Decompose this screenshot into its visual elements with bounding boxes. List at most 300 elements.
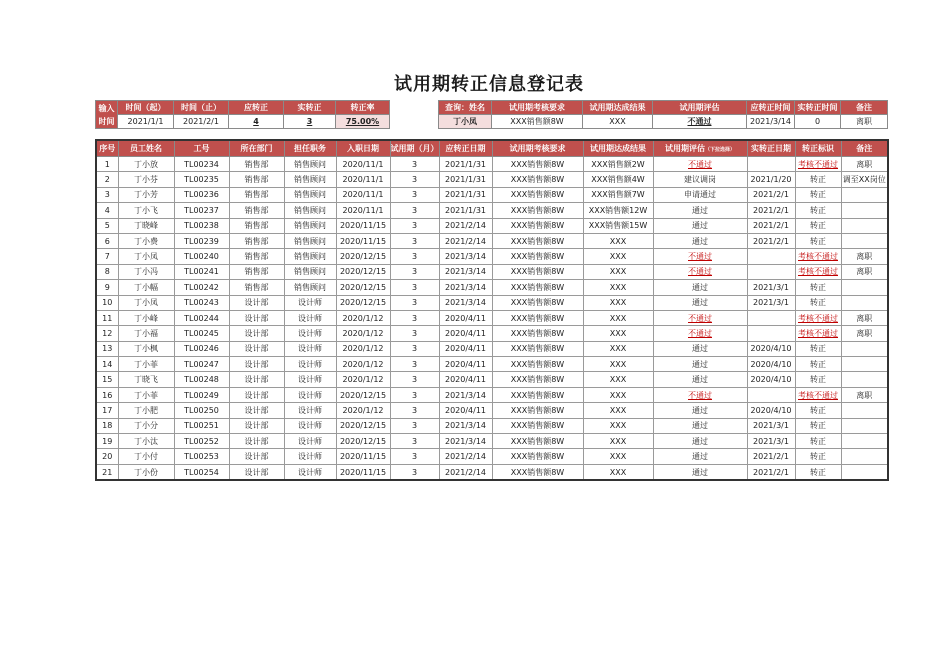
result: XXX bbox=[583, 464, 653, 480]
note bbox=[841, 449, 888, 464]
employee-name: 丁晓飞 bbox=[118, 372, 174, 387]
department: 设计部 bbox=[229, 418, 284, 433]
probation-months: 3 bbox=[390, 218, 439, 233]
query-header: 试用期考核要求 bbox=[492, 101, 583, 115]
table-row bbox=[96, 280, 888, 295]
requirement: XXX销售额8W bbox=[492, 310, 583, 325]
employee-id: TL00242 bbox=[174, 280, 229, 295]
evaluation-cell[interactable]: 通过 bbox=[653, 203, 747, 218]
query-header: 实转正时间 bbox=[795, 101, 841, 115]
table-row bbox=[96, 233, 888, 248]
column-header: 入职日期 bbox=[336, 140, 390, 157]
status-flag: 转正 bbox=[795, 187, 841, 202]
actual-date: 2021/3/1 bbox=[747, 434, 795, 449]
expected-date: 2020/4/11 bbox=[439, 357, 492, 372]
result: XXX bbox=[583, 449, 653, 464]
note: 离职 bbox=[841, 264, 888, 279]
note bbox=[841, 341, 888, 356]
requirement: XXX销售额8W bbox=[492, 280, 583, 295]
hire-date: 2020/1/12 bbox=[336, 372, 390, 387]
note: 调至XX岗位 bbox=[841, 172, 888, 187]
requirement: XXX销售额8W bbox=[492, 172, 583, 187]
employee-id: TL00253 bbox=[174, 449, 229, 464]
result: XXX bbox=[583, 357, 653, 372]
result: XXX销售额7W bbox=[583, 187, 653, 202]
hire-date: 2020/1/12 bbox=[336, 357, 390, 372]
actual-date: 2021/1/20 bbox=[747, 172, 795, 187]
column-header-evaluation bbox=[653, 140, 747, 157]
employee-id: TL00249 bbox=[174, 387, 229, 402]
note bbox=[841, 233, 888, 248]
table-row bbox=[96, 249, 888, 264]
employee-id: TL00236 bbox=[174, 187, 229, 202]
department: 销售部 bbox=[229, 249, 284, 264]
expected-date: 2021/3/14 bbox=[439, 434, 492, 449]
row-index: 19 bbox=[96, 434, 118, 449]
query-note: 离职 bbox=[841, 115, 888, 129]
note bbox=[841, 218, 888, 233]
hire-date: 2020/1/12 bbox=[336, 403, 390, 418]
table-row bbox=[96, 464, 888, 480]
employee-id: TL00240 bbox=[174, 249, 229, 264]
actual-date: 2020/4/10 bbox=[747, 403, 795, 418]
evaluation-cell[interactable]: 通过 bbox=[653, 295, 747, 310]
employee-id: TL00247 bbox=[174, 357, 229, 372]
spacer bbox=[390, 115, 439, 129]
summary-header: 时间（起） bbox=[118, 101, 174, 115]
result: XXX bbox=[583, 264, 653, 279]
employee-name: 丁小肥 bbox=[118, 403, 174, 418]
expected-date: 2020/4/11 bbox=[439, 372, 492, 387]
department: 销售部 bbox=[229, 218, 284, 233]
result: XXX bbox=[583, 295, 653, 310]
department: 设计部 bbox=[229, 449, 284, 464]
expected-date: 2021/2/14 bbox=[439, 464, 492, 480]
employee-name: 丁小菲 bbox=[118, 357, 174, 372]
requirement: XXX销售额8W bbox=[492, 157, 583, 172]
input-time-label: 输入时间 bbox=[96, 101, 118, 129]
column-header: 试用期考核要求 bbox=[492, 140, 583, 157]
employee-id: TL00250 bbox=[174, 403, 229, 418]
status-flag: 转正 bbox=[795, 218, 841, 233]
table-row bbox=[96, 264, 888, 279]
requirement: XXX销售额8W bbox=[492, 341, 583, 356]
department: 设计部 bbox=[229, 434, 284, 449]
hire-date: 2020/12/15 bbox=[336, 434, 390, 449]
table-row bbox=[96, 326, 888, 341]
end-date-input[interactable]: 2021/2/1 bbox=[174, 115, 229, 129]
expected-date: 2021/3/14 bbox=[439, 249, 492, 264]
row-index: 16 bbox=[96, 387, 118, 402]
query-header: 试用期达成结果 bbox=[583, 101, 653, 115]
employee-name: 丁小冯 bbox=[118, 264, 174, 279]
evaluation-cell[interactable]: 通过 bbox=[653, 233, 747, 248]
position: 销售顾问 bbox=[284, 233, 336, 248]
requirement: XXX销售额8W bbox=[492, 372, 583, 387]
status-flag: 转正 bbox=[795, 434, 841, 449]
hire-date: 2020/11/1 bbox=[336, 203, 390, 218]
note bbox=[841, 403, 888, 418]
evaluation-cell[interactable]: 不通过 bbox=[653, 157, 747, 172]
query-actual-date: 0 bbox=[795, 115, 841, 129]
position: 销售顾问 bbox=[284, 280, 336, 295]
employee-name: 丁小分 bbox=[118, 418, 174, 433]
status-flag: 考核不通过 bbox=[795, 326, 841, 341]
employee-id: TL00252 bbox=[174, 434, 229, 449]
evaluation-cell[interactable]: 不通过 bbox=[653, 310, 747, 325]
position: 设计师 bbox=[284, 310, 336, 325]
query-header: 试用期评估 bbox=[653, 101, 747, 115]
employee-name: 丁小芳 bbox=[118, 187, 174, 202]
row-index: 1 bbox=[96, 157, 118, 172]
department: 销售部 bbox=[229, 172, 284, 187]
department: 设计部 bbox=[229, 326, 284, 341]
row-index: 14 bbox=[96, 357, 118, 372]
employee-name: 丁小费 bbox=[118, 233, 174, 248]
actual-date: 2021/2/1 bbox=[747, 203, 795, 218]
employee-id: TL00244 bbox=[174, 310, 229, 325]
note: 离职 bbox=[841, 326, 888, 341]
result: XXX bbox=[583, 418, 653, 433]
evaluation-cell[interactable]: 通过 bbox=[653, 341, 747, 356]
hire-date: 2020/11/15 bbox=[336, 218, 390, 233]
employee-name: 丁小份 bbox=[118, 464, 174, 480]
expected-date: 2021/1/31 bbox=[439, 157, 492, 172]
probation-months: 3 bbox=[390, 249, 439, 264]
row-index: 4 bbox=[96, 203, 118, 218]
hire-date: 2020/1/12 bbox=[336, 326, 390, 341]
hire-date: 2020/12/15 bbox=[336, 249, 390, 264]
evaluation-cell[interactable]: 不通过 bbox=[653, 249, 747, 264]
row-index: 5 bbox=[96, 218, 118, 233]
status-flag: 考核不通过 bbox=[795, 310, 841, 325]
result: XXX bbox=[583, 341, 653, 356]
evaluation-cell[interactable]: 通过 bbox=[653, 464, 747, 480]
position: 设计师 bbox=[284, 387, 336, 402]
employee-id: TL00248 bbox=[174, 372, 229, 387]
table-header-row bbox=[96, 140, 888, 157]
column-header: 试用期达成结果 bbox=[583, 140, 653, 157]
department: 设计部 bbox=[229, 357, 284, 372]
table-row bbox=[96, 357, 888, 372]
hire-date: 2020/11/15 bbox=[336, 233, 390, 248]
summary-header: 应转正 bbox=[229, 101, 284, 115]
status-flag: 转正 bbox=[795, 295, 841, 310]
actual-date: 2020/4/10 bbox=[747, 372, 795, 387]
probation-months: 3 bbox=[390, 326, 439, 341]
evaluation-cell[interactable]: 通过 bbox=[653, 357, 747, 372]
result: XXX bbox=[583, 372, 653, 387]
result: XXX销售额2W bbox=[583, 157, 653, 172]
position: 设计师 bbox=[284, 403, 336, 418]
department: 销售部 bbox=[229, 203, 284, 218]
evaluation-cell[interactable]: 不通过 bbox=[653, 387, 747, 402]
employee-id: TL00235 bbox=[174, 172, 229, 187]
expected-date: 2021/2/14 bbox=[439, 449, 492, 464]
employee-name: 丁小菲 bbox=[118, 387, 174, 402]
table-row bbox=[96, 157, 888, 172]
actual-date bbox=[747, 264, 795, 279]
probation-months: 3 bbox=[390, 387, 439, 402]
probation-months: 3 bbox=[390, 233, 439, 248]
conversion-rate: 75.00% bbox=[336, 115, 390, 129]
query-header: 查询：姓名 bbox=[439, 101, 492, 115]
table-body bbox=[96, 157, 888, 481]
actual-date: 2020/4/10 bbox=[747, 357, 795, 372]
expected-date: 2021/3/14 bbox=[439, 264, 492, 279]
position: 设计师 bbox=[284, 449, 336, 464]
hire-date: 2020/11/1 bbox=[336, 172, 390, 187]
expected-date: 2021/3/14 bbox=[439, 387, 492, 402]
probation-months: 3 bbox=[390, 434, 439, 449]
probation-months: 3 bbox=[390, 295, 439, 310]
table-row bbox=[96, 434, 888, 449]
hire-date: 2020/1/12 bbox=[336, 310, 390, 325]
status-flag: 转正 bbox=[795, 341, 841, 356]
department: 设计部 bbox=[229, 341, 284, 356]
actual-count: 3 bbox=[284, 115, 336, 129]
note bbox=[841, 372, 888, 387]
employee-id: TL00246 bbox=[174, 341, 229, 356]
actual-date bbox=[747, 326, 795, 341]
employee-id: TL00234 bbox=[174, 157, 229, 172]
table-row bbox=[96, 218, 888, 233]
hire-date: 2020/11/15 bbox=[336, 449, 390, 464]
status-flag: 转正 bbox=[795, 403, 841, 418]
status-flag: 转正 bbox=[795, 449, 841, 464]
hire-date: 2020/11/15 bbox=[336, 464, 390, 480]
actual-date: 2021/3/1 bbox=[747, 418, 795, 433]
position: 设计师 bbox=[284, 434, 336, 449]
department: 销售部 bbox=[229, 233, 284, 248]
row-index: 9 bbox=[96, 280, 118, 295]
actual-date: 2021/2/1 bbox=[747, 449, 795, 464]
start-date-input[interactable]: 2021/1/1 bbox=[118, 115, 174, 129]
table-row bbox=[96, 187, 888, 202]
position: 设计师 bbox=[284, 418, 336, 433]
summary-header: 转正率 bbox=[336, 101, 390, 115]
row-index: 17 bbox=[96, 403, 118, 418]
requirement: XXX销售额8W bbox=[492, 264, 583, 279]
expected-count: 4 bbox=[229, 115, 284, 129]
evaluation-cell[interactable]: 通过 bbox=[653, 218, 747, 233]
employee-id: TL00238 bbox=[174, 218, 229, 233]
actual-date bbox=[747, 387, 795, 402]
status-flag: 转正 bbox=[795, 203, 841, 218]
actual-date: 2020/4/10 bbox=[747, 341, 795, 356]
query-result: XXX bbox=[583, 115, 653, 129]
hire-date: 2020/11/1 bbox=[336, 157, 390, 172]
actual-date: 2021/2/1 bbox=[747, 464, 795, 480]
note: 离职 bbox=[841, 157, 888, 172]
position: 销售顾问 bbox=[284, 203, 336, 218]
table-row bbox=[96, 418, 888, 433]
evaluation-header-label: 试用期评估 bbox=[664, 144, 705, 153]
requirement: XXX销售额8W bbox=[492, 449, 583, 464]
position: 销售顾问 bbox=[284, 187, 336, 202]
status-flag: 转正 bbox=[795, 280, 841, 295]
query-expected-date: 2021/3/14 bbox=[747, 115, 795, 129]
result: XXX bbox=[583, 233, 653, 248]
department: 设计部 bbox=[229, 464, 284, 480]
requirement: XXX销售额8W bbox=[492, 249, 583, 264]
requirement: XXX销售额8W bbox=[492, 403, 583, 418]
department: 设计部 bbox=[229, 403, 284, 418]
employee-name: 丁小枫 bbox=[118, 341, 174, 356]
row-index: 18 bbox=[96, 418, 118, 433]
requirement: XXX销售额8W bbox=[492, 434, 583, 449]
evaluation-cell[interactable]: 申请通过 bbox=[653, 187, 747, 202]
evaluation-cell[interactable]: 通过 bbox=[653, 449, 747, 464]
status-flag: 转正 bbox=[795, 357, 841, 372]
column-header: 试用期（月） bbox=[390, 140, 439, 157]
position: 设计师 bbox=[284, 326, 336, 341]
position: 销售顾问 bbox=[284, 157, 336, 172]
requirement: XXX销售额8W bbox=[492, 203, 583, 218]
requirement: XXX销售额8W bbox=[492, 357, 583, 372]
query-name-input[interactable]: 丁小凤 bbox=[439, 115, 492, 129]
status-flag: 转正 bbox=[795, 418, 841, 433]
row-index: 7 bbox=[96, 249, 118, 264]
probation-months: 3 bbox=[390, 341, 439, 356]
note bbox=[841, 464, 888, 480]
query-requirement: XXX销售额8W bbox=[492, 115, 583, 129]
column-header: 应转正日期 bbox=[439, 140, 492, 157]
query-evaluation: 不通过 bbox=[653, 115, 747, 129]
probation-months: 3 bbox=[390, 157, 439, 172]
status-flag: 转正 bbox=[795, 172, 841, 187]
actual-date: 2021/2/1 bbox=[747, 187, 795, 202]
actual-date: 2021/3/1 bbox=[747, 280, 795, 295]
note bbox=[841, 203, 888, 218]
probation-months: 3 bbox=[390, 449, 439, 464]
column-header: 担任职务 bbox=[284, 140, 336, 157]
column-header: 序号 bbox=[96, 140, 118, 157]
requirement: XXX销售额8W bbox=[492, 187, 583, 202]
note: 离职 bbox=[841, 249, 888, 264]
department: 设计部 bbox=[229, 387, 284, 402]
hire-date: 2020/12/15 bbox=[336, 295, 390, 310]
department: 销售部 bbox=[229, 187, 284, 202]
employee-id: TL00241 bbox=[174, 264, 229, 279]
evaluation-cell[interactable]: 不通过 bbox=[653, 326, 747, 341]
hire-date: 2020/1/12 bbox=[336, 341, 390, 356]
hire-date: 2020/12/15 bbox=[336, 280, 390, 295]
expected-date: 2021/3/14 bbox=[439, 418, 492, 433]
status-flag: 考核不通过 bbox=[795, 264, 841, 279]
employee-name: 丁小付 bbox=[118, 449, 174, 464]
row-index: 6 bbox=[96, 233, 118, 248]
department: 设计部 bbox=[229, 372, 284, 387]
table-row bbox=[96, 341, 888, 356]
column-header: 转正标识 bbox=[795, 140, 841, 157]
evaluation-cell[interactable]: 通过 bbox=[653, 418, 747, 433]
row-index: 3 bbox=[96, 187, 118, 202]
evaluation-cell[interactable]: 通过 bbox=[653, 434, 747, 449]
status-flag: 转正 bbox=[795, 233, 841, 248]
note bbox=[841, 187, 888, 202]
table-row bbox=[96, 310, 888, 325]
expected-date: 2020/4/11 bbox=[439, 310, 492, 325]
row-index: 21 bbox=[96, 464, 118, 480]
probation-months: 3 bbox=[390, 357, 439, 372]
probation-months: 3 bbox=[390, 264, 439, 279]
employee-name: 丁小飞 bbox=[118, 203, 174, 218]
status-flag: 考核不通过 bbox=[795, 249, 841, 264]
table-row bbox=[96, 172, 888, 187]
registration-table bbox=[95, 139, 889, 481]
expected-date: 2021/3/14 bbox=[439, 295, 492, 310]
employee-name: 丁小幅 bbox=[118, 280, 174, 295]
result: XXX bbox=[583, 326, 653, 341]
result: XXX bbox=[583, 280, 653, 295]
summary-query-table bbox=[95, 100, 888, 129]
expected-date: 2021/3/14 bbox=[439, 280, 492, 295]
summary-header: 时间（止） bbox=[174, 101, 229, 115]
evaluation-cell[interactable]: 不通过 bbox=[653, 264, 747, 279]
row-index: 11 bbox=[96, 310, 118, 325]
table-row bbox=[96, 203, 888, 218]
evaluation-cell[interactable]: 通过 bbox=[653, 372, 747, 387]
spacer bbox=[390, 101, 439, 115]
note: 离职 bbox=[841, 387, 888, 402]
row-index: 20 bbox=[96, 449, 118, 464]
hire-date: 2020/12/15 bbox=[336, 264, 390, 279]
result: XXX销售额15W bbox=[583, 218, 653, 233]
result: XXX bbox=[583, 387, 653, 402]
probation-months: 3 bbox=[390, 403, 439, 418]
row-index: 10 bbox=[96, 295, 118, 310]
evaluation-cell[interactable]: 通过 bbox=[653, 403, 747, 418]
result: XXX bbox=[583, 403, 653, 418]
position: 销售顾问 bbox=[284, 218, 336, 233]
row-index: 15 bbox=[96, 372, 118, 387]
evaluation-cell[interactable]: 建议调岗 bbox=[653, 172, 747, 187]
actual-date bbox=[747, 310, 795, 325]
row-index: 13 bbox=[96, 341, 118, 356]
table-row bbox=[96, 449, 888, 464]
hire-date: 2020/12/15 bbox=[336, 418, 390, 433]
expected-date: 2020/4/11 bbox=[439, 326, 492, 341]
position: 设计师 bbox=[284, 357, 336, 372]
requirement: XXX销售额8W bbox=[492, 387, 583, 402]
employee-name: 丁小放 bbox=[118, 157, 174, 172]
summary-header: 实转正 bbox=[284, 101, 336, 115]
employee-id: TL00239 bbox=[174, 233, 229, 248]
result: XXX销售额12W bbox=[583, 203, 653, 218]
department: 销售部 bbox=[229, 280, 284, 295]
employee-name: 丁小峰 bbox=[118, 310, 174, 325]
evaluation-cell[interactable]: 通过 bbox=[653, 280, 747, 295]
column-header: 所在部门 bbox=[229, 140, 284, 157]
table-row bbox=[96, 403, 888, 418]
query-header: 备注 bbox=[841, 101, 888, 115]
probation-months: 3 bbox=[390, 280, 439, 295]
requirement: XXX销售额8W bbox=[492, 218, 583, 233]
expected-date: 2021/1/31 bbox=[439, 203, 492, 218]
result: XXX bbox=[583, 249, 653, 264]
probation-months: 3 bbox=[390, 187, 439, 202]
requirement: XXX销售额8W bbox=[492, 418, 583, 433]
employee-name: 丁小凤 bbox=[118, 249, 174, 264]
expected-date: 2020/4/11 bbox=[439, 403, 492, 418]
column-header: 工号 bbox=[174, 140, 229, 157]
probation-months: 3 bbox=[390, 418, 439, 433]
note bbox=[841, 295, 888, 310]
expected-date: 2020/4/11 bbox=[439, 341, 492, 356]
employee-name: 丁小福 bbox=[118, 326, 174, 341]
hire-date: 2020/12/15 bbox=[336, 387, 390, 402]
